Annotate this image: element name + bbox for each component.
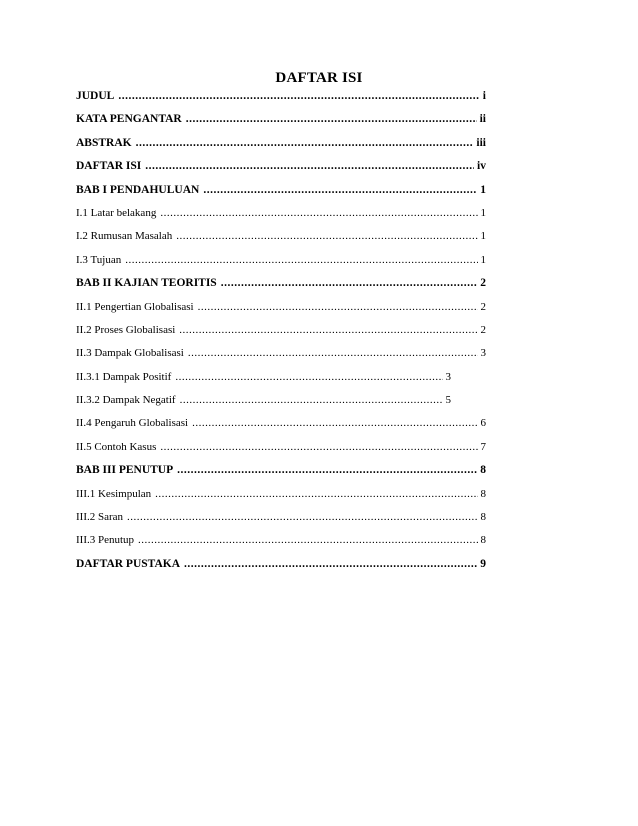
dot-leader (192, 416, 477, 431)
toc-entry-label: BAB I PENDAHULUAN (76, 183, 200, 196)
dot-leader (198, 300, 478, 315)
toc-entry-page: iv (477, 160, 486, 173)
dot-leader (175, 370, 442, 385)
dot-leader (125, 253, 477, 268)
toc-entry-judul (76, 89, 486, 112)
toc-entry-2-5 (76, 440, 486, 463)
toc-entry-bab-2 (76, 276, 486, 299)
toc-entry-2-3-2 (76, 393, 451, 416)
toc-entry-label: I.1 Latar belakang (76, 206, 157, 219)
toc-entry-2-1 (76, 300, 486, 323)
toc-entry-label: II.4 Pengaruh Globalisasi (76, 417, 189, 430)
dot-leader (145, 159, 474, 174)
toc-entry-label: ABSTRAK (76, 136, 132, 149)
toc-entry-page: 8 (480, 511, 486, 524)
dot-leader (176, 229, 477, 244)
toc-entry-label: II.5 Contoh Kasus (76, 440, 157, 453)
toc-entry-label: II.2 Proses Globalisasi (76, 323, 176, 336)
toc-entry-2-3 (76, 346, 486, 369)
toc-entry-page: 2 (480, 277, 486, 290)
toc-entry-label: II.3.2 Dampak Negatif (76, 394, 176, 407)
toc-entry-page: 7 (480, 440, 486, 453)
toc-entry-page: 2 (480, 300, 486, 313)
dot-leader (136, 136, 474, 151)
toc-entry-page: 1 (480, 206, 486, 219)
toc-entry-daftar-isi (76, 159, 486, 182)
toc-entry-page: 3 (445, 370, 451, 383)
toc-entry-page: i (482, 90, 486, 102)
toc-entry-1-3 (76, 253, 486, 276)
toc-entry-page: 5 (445, 394, 451, 407)
toc-entry-page: 8 (480, 487, 486, 500)
dot-leader (118, 89, 479, 104)
toc-entry-label: I.2 Rumusan Masalah (76, 230, 173, 243)
toc-entry-page: 8 (480, 464, 486, 477)
toc-entry-2-4 (76, 416, 486, 439)
toc-entry-page: 1 (480, 183, 486, 196)
toc-entry-label: III.1 Kesimpulan (76, 487, 152, 500)
toc-entry-label: III.2 Saran (76, 511, 124, 524)
dot-leader (155, 487, 477, 502)
dot-leader (138, 533, 477, 548)
toc-entry-1-2 (76, 229, 486, 252)
dot-leader (177, 463, 477, 478)
toc-entry-2-3-1 (76, 370, 451, 393)
dot-leader (127, 510, 477, 525)
toc-entry-3-2 (76, 510, 486, 533)
table-of-contents (76, 89, 486, 580)
toc-entry-page: 8 (480, 534, 486, 547)
dot-leader (160, 206, 477, 221)
page-title: DAFTAR ISI (275, 70, 363, 86)
toc-entry-label: II.3 Dampak Globalisasi (76, 347, 184, 360)
dot-leader (221, 276, 478, 291)
toc-entry-1-1 (76, 206, 486, 229)
toc-entry-label: KATA PENGANTAR (76, 113, 182, 126)
toc-entry-label: DAFTAR PUSTAKA (76, 557, 181, 570)
dot-leader (184, 557, 477, 572)
toc-entry-page: ii (479, 113, 486, 126)
toc-entry-page: 1 (480, 253, 486, 266)
toc-entry-2-2 (76, 323, 486, 346)
toc-entry-bab-1 (76, 183, 486, 206)
toc-entry-label: II.3.1 Dampak Positif (76, 370, 172, 383)
toc-entry-bab-3 (76, 463, 486, 486)
toc-entry-page: iii (476, 136, 486, 149)
dot-leader (188, 346, 478, 361)
dot-leader (186, 112, 477, 127)
toc-entry-3-1 (76, 487, 486, 510)
toc-entry-page: 3 (480, 347, 486, 360)
toc-entry-label: II.1 Pengertian Globalisasi (76, 300, 194, 313)
dot-leader (180, 393, 443, 408)
toc-entry-page: 9 (480, 557, 486, 570)
toc-entry-abstrak (76, 136, 486, 159)
toc-entry-page: 1 (480, 230, 486, 243)
dot-leader (160, 440, 477, 455)
toc-entry-page: 6 (480, 417, 486, 430)
toc-entry-kata-pengantar (76, 112, 486, 135)
toc-entry-label: BAB II KAJIAN TEORITIS (76, 277, 217, 290)
toc-entry-label: BAB III PENUTUP (76, 464, 174, 477)
toc-entry-label: I.3 Tujuan (76, 253, 122, 266)
toc-entry-label: DAFTAR ISI (76, 160, 142, 173)
toc-entry-3-3 (76, 533, 486, 556)
dot-leader (203, 183, 477, 198)
toc-entry-page: 2 (480, 323, 486, 336)
toc-entry-label: III.3 Penutup (76, 534, 135, 547)
toc-entry-label: JUDUL (76, 90, 115, 102)
toc-entry-daftar-pustaka (76, 557, 486, 580)
dot-leader (179, 323, 477, 338)
